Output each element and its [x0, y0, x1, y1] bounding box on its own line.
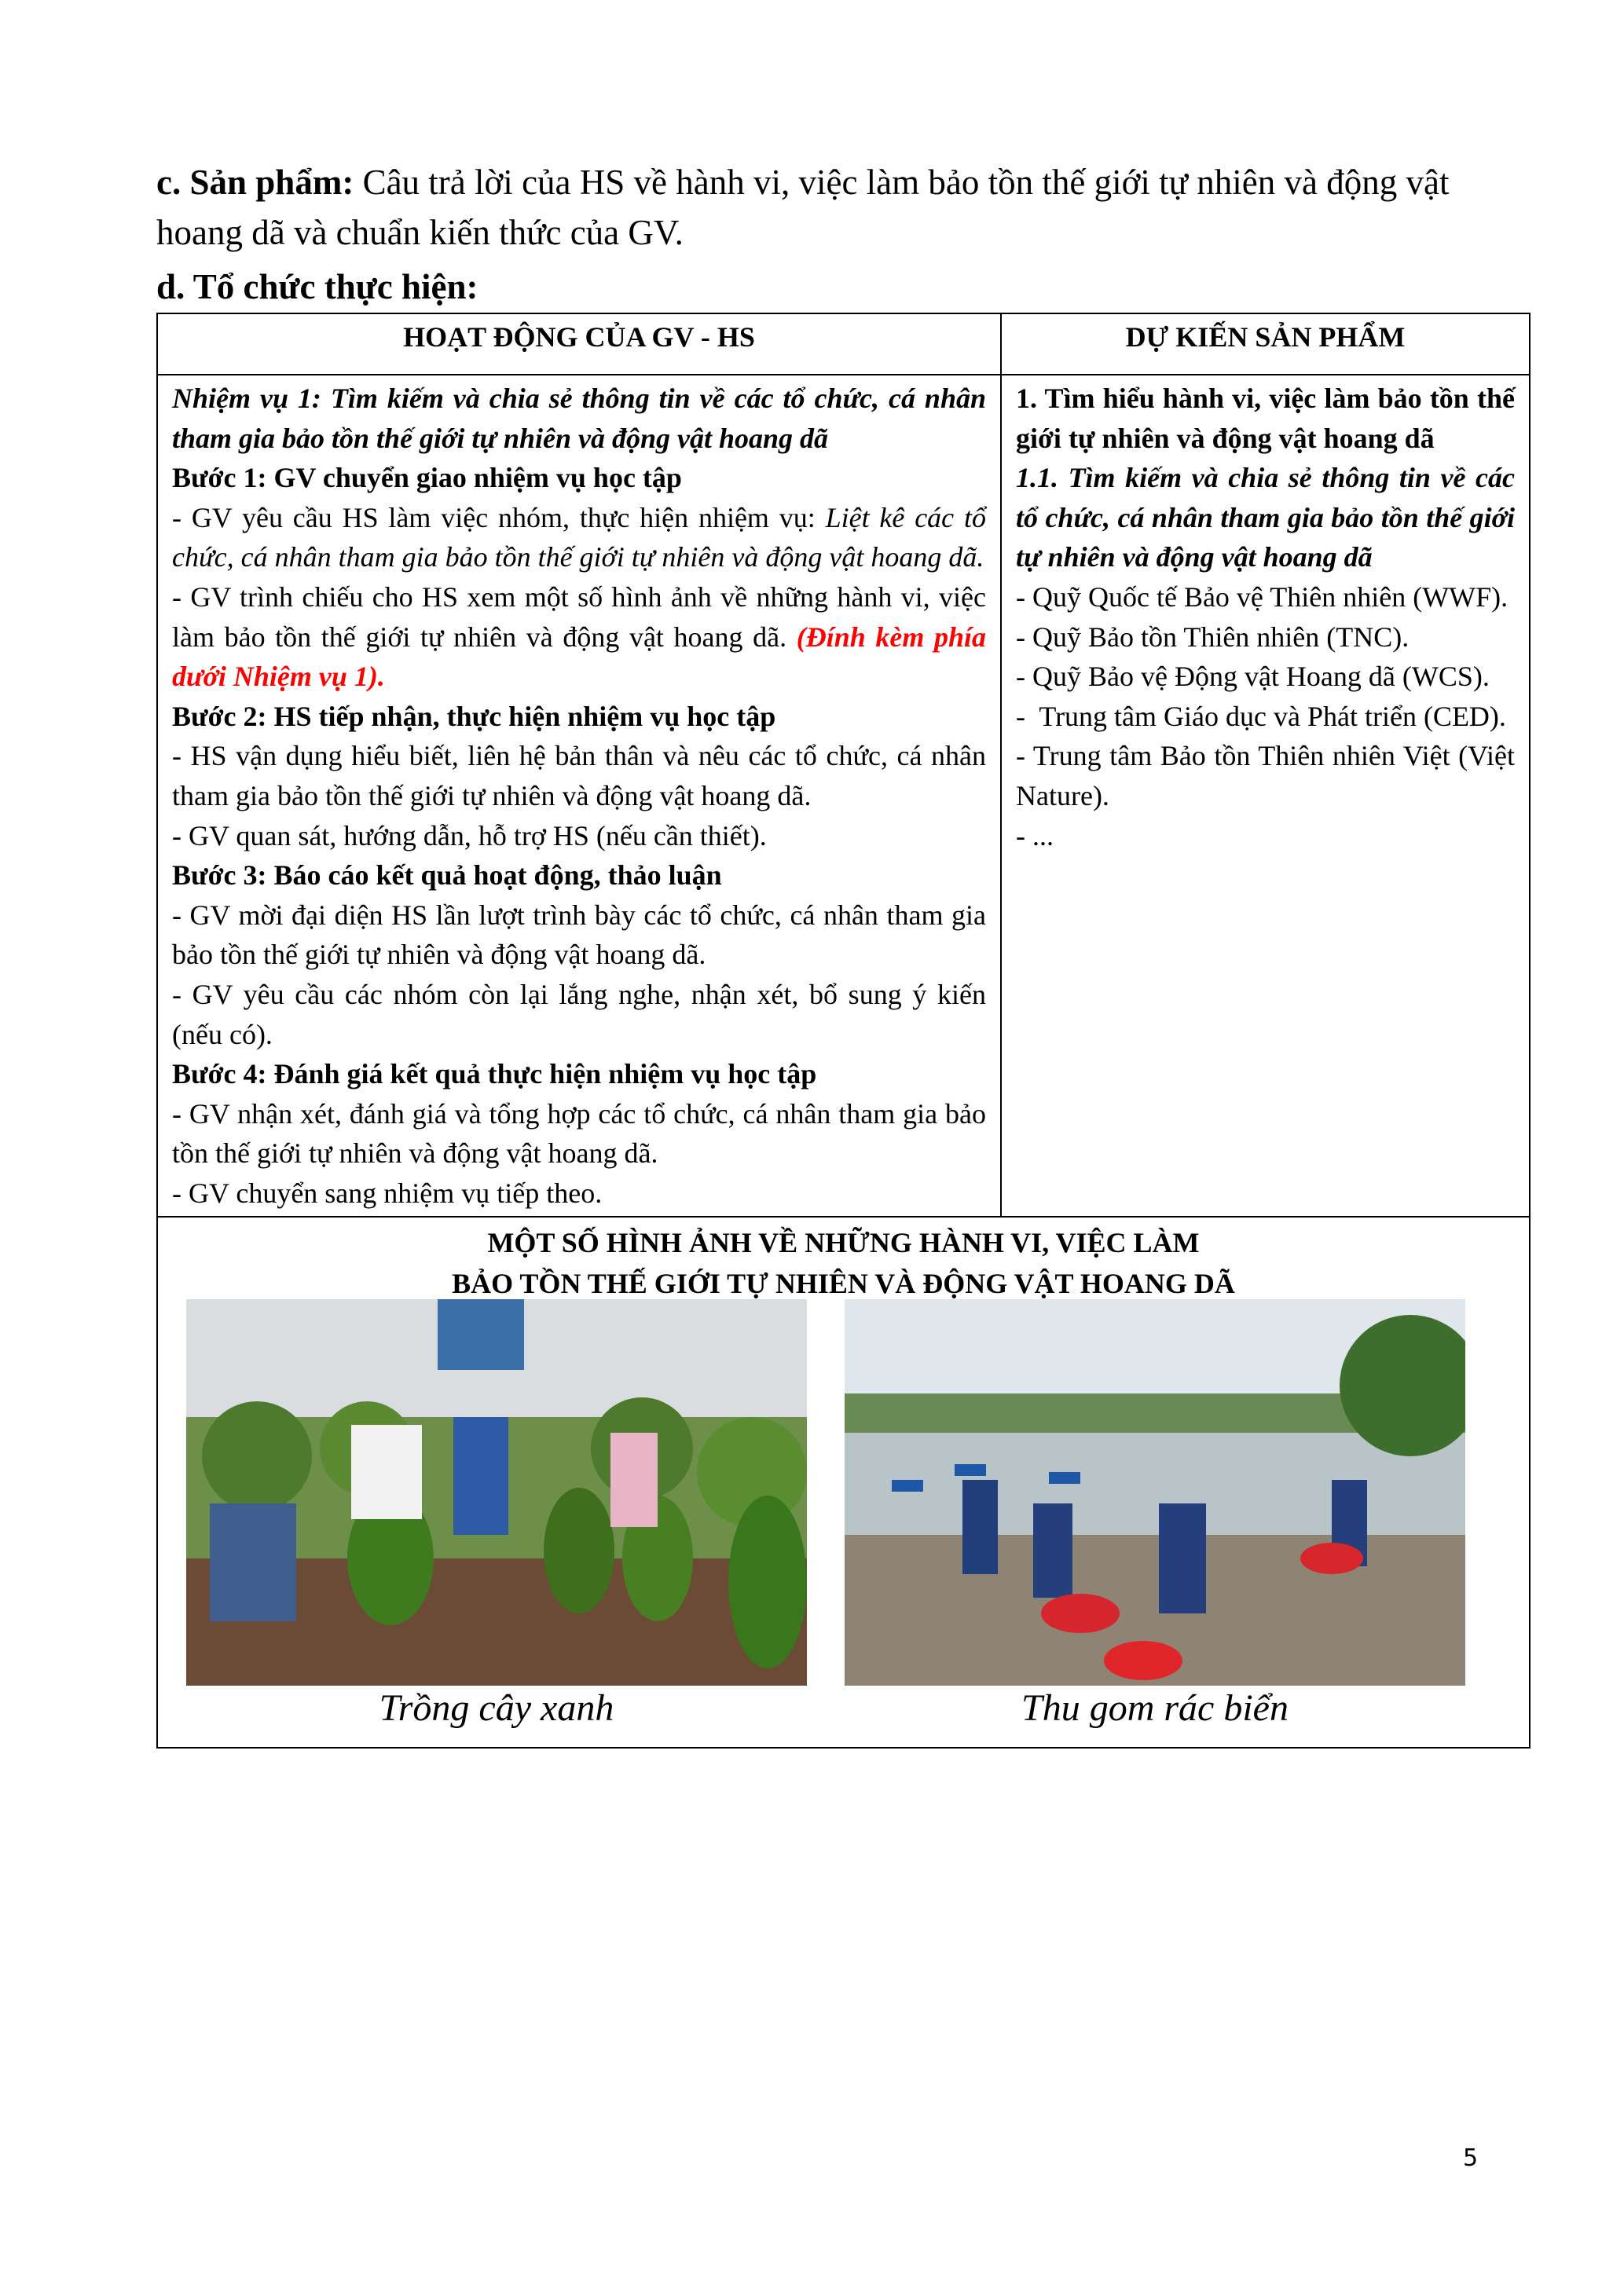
photo-caption: Trồng cây xanh — [379, 1687, 614, 1730]
list-item: - ... — [1016, 819, 1054, 851]
step1-b-note: (Đính kèm phía dưới Nhiệm vụ 1). — [172, 621, 986, 693]
step1-title: Bước 1: GV chuyển giao nhiệm vụ học tập — [172, 462, 682, 494]
step2-title: Bước 2: HS tiếp nhận, thực hiện nhiệm vụ học tập — [172, 700, 776, 732]
step4-b: - GV chuyển sang nhiệm vụ tiếp theo. — [172, 1177, 603, 1209]
section-c-text: Câu trả lời của HS về hành vi, việc làm bảo tồn thế giới tự nhiên và động vật hoang dã và chuẩn kiến thức của GV. — [156, 163, 1450, 252]
activities-cell — [157, 375, 1001, 1217]
step2-b: - GV quan sát, hướng dẫn, hỗ trợ HS (nếu cần thiết). — [172, 819, 767, 851]
step1-b — [172, 577, 986, 697]
beach-cleanup-photo — [845, 1299, 1465, 1686]
page-number: 5 — [1463, 2144, 1479, 2172]
step3-a: - GV mời đại diện HS lần lượt trình bày các tổ chức, cá nhân tham gia bảo tồn thế giới tự nhiên và động vật hoang dã. — [172, 899, 986, 971]
table-header-row — [157, 313, 1530, 375]
images-title — [172, 1222, 1515, 1304]
header-activities: HOẠT ĐỘNG CỦA GV - HS — [157, 313, 1001, 375]
images-row — [157, 1217, 1530, 1748]
activity-table — [156, 313, 1531, 1749]
products-heading: 1. Tìm hiểu hành vi, việc làm bảo tồn thế giới tự nhiên và động vật hoang dã — [1016, 383, 1515, 454]
section-d-heading — [156, 262, 1531, 312]
list-item: - Quỹ Bảo vệ Động vật Hoang dã (WCS). — [1016, 661, 1490, 693]
images-cell — [157, 1217, 1530, 1748]
section-d-label: d. Tổ chức thực hiện: — [156, 267, 478, 306]
step2-a: - HS vận dụng hiểu biết, liên hệ bản thân và nêu các tổ chức, cá nhân tham gia bảo tồn thế giới tự nhiên và động vật hoang dã. — [172, 740, 986, 811]
step4-title: Bước 4: Đánh giá kết quả thực hiện nhiệm vụ học tập — [172, 1058, 817, 1090]
list-item: - Trung tâm Giáo dục và Phát triển (CED). — [1016, 700, 1506, 732]
list-item: - Quỹ Bảo tồn Thiên nhiên (TNC). — [1016, 621, 1410, 653]
step3-b: - GV yêu cầu các nhóm còn lại lắng nghe, nhận xét, bổ sung ý kiến (nếu có). — [172, 978, 986, 1050]
step1-b-text: - GV trình chiếu cho HS xem một số hình ảnh về những hành vi, việc làm bảo tồn thế giới tự nhiên và động vật hoang dã. — [172, 580, 986, 653]
images-title-line1: MỘT SỐ HÌNH ẢNH VỀ NHỮNG HÀNH VI, VIỆC LÀM — [487, 1227, 1200, 1259]
step3-title: Bước 3: Báo cáo kết quả hoạt động, thảo luận — [172, 859, 722, 892]
header-expected-products: DỰ KIẾN SẢN PHẨM — [1001, 313, 1530, 375]
table-row — [157, 375, 1530, 1217]
images-title-line2: BẢO TỒN THẾ GIỚI TỰ NHIÊN VÀ ĐỘNG VẬT HOANG DÃ — [452, 1268, 1235, 1300]
section-c-paragraph — [156, 157, 1531, 258]
list-item: - Quỹ Quốc tế Bảo vệ Thiên nhiên (WWF). — [1016, 580, 1509, 613]
products-subheading: 1.1. Tìm kiếm và chia sẻ thông tin về các tổ chức, cá nhân tham gia bảo tồn thế giới tự nhiên và động vật hoang dã — [1016, 462, 1515, 573]
task-title: Nhiệm vụ 1: Tìm kiếm và chia sẻ thông tin về các tổ chức, cá nhân tham gia bảo tồn thế giới tự nhiên và động vật hoang dã — [172, 383, 986, 454]
step4-a: - GV nhận xét, đánh giá và tổng hợp các tổ chức, cá nhân tham gia bảo tồn thế giới tự nhiên và động vật hoang dã. — [172, 1097, 986, 1170]
products-cell — [1001, 375, 1530, 1217]
list-item: - Trung tâm Bảo tồn Thiên nhiên Việt (Việt Nature). — [1016, 740, 1515, 811]
photo-caption: Thu gom rác biển — [1021, 1687, 1289, 1730]
step1-a — [172, 498, 986, 577]
section-c-label: c. Sản phẩm: — [156, 163, 354, 202]
step1-a-text: - GV yêu cầu HS làm việc nhóm, thực hiện nhiệm vụ: — [172, 501, 826, 533]
tree-planting-photo — [186, 1299, 807, 1686]
step1-a-italic: Liệt kê các tổ chức, cá nhân tham gia bảo tồn thế giới tự nhiên và động vật hoang dã. — [172, 501, 986, 573]
